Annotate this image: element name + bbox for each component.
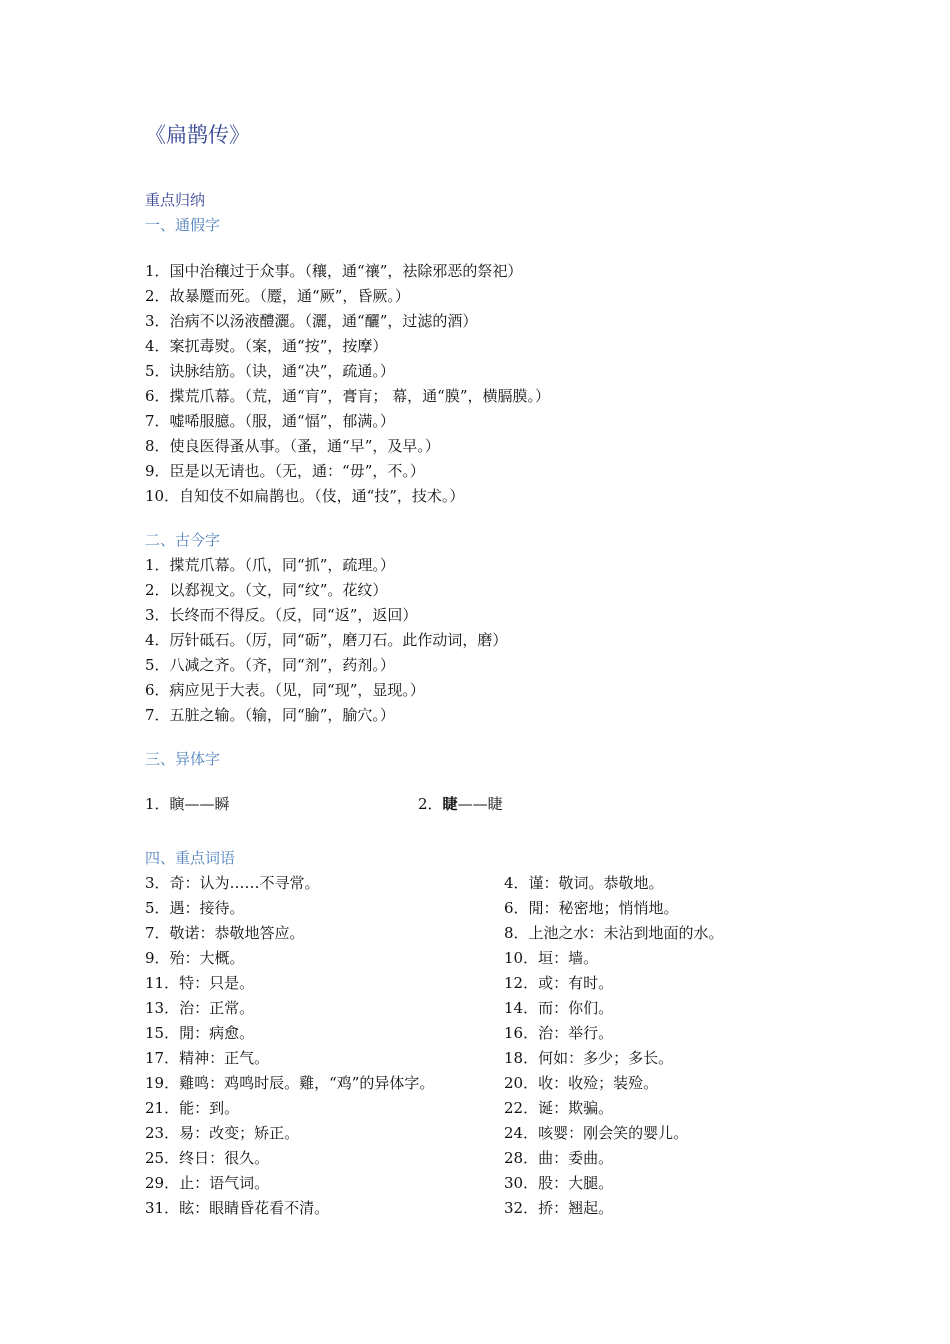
term-left: 19．雞鸣：鸡鸣时辰。雞，“鸡”的异体字。	[145, 1074, 435, 1092]
term-right: 10．垣：墙。	[504, 949, 599, 967]
term-left: 29．止：语气词。	[145, 1174, 270, 1192]
variant-item-2-rest: ——睫	[457, 795, 503, 813]
term-right: 4．谨：敬词。恭敬地。	[504, 874, 664, 892]
tongjiazi-list	[145, 259, 550, 509]
list-item: 6．病应见于大表。（见，同“现”，显现。）	[145, 681, 425, 699]
term-left: 17．精神：正气。	[145, 1049, 270, 1067]
list-item: 9．臣是以无请也。（无，通：“毋”，不。）	[145, 462, 425, 480]
term-right: 18．何如：多少；多长。	[504, 1049, 674, 1067]
term-right: 8．上池之水：未沾到地面的水。	[504, 924, 724, 942]
table-row	[145, 1096, 785, 1121]
key-words-table	[145, 871, 785, 1221]
term-right: 32．挢：翘起。	[504, 1199, 614, 1217]
list-item: 8．使良医得蚤从事。（蚤，通“早”，及早。）	[145, 437, 440, 455]
term-left: 31．眩：眼睛昏花看不清。	[145, 1199, 330, 1217]
term-left: 5．遇：接待。	[145, 899, 245, 917]
table-row	[145, 996, 785, 1021]
variant-item-2-glyph: 睫	[442, 795, 458, 813]
list-item: 6．揲荒爪幕。（荒，通“肓”，膏肓； 幕，通“膜”，横膈膜。）	[145, 387, 550, 405]
table-row	[145, 1146, 785, 1171]
list-item: 7．五脏之输。（输，同“腧”，腧穴。）	[145, 706, 395, 724]
table-row	[145, 921, 785, 946]
list-item: 2．故暴蹷而死。（蹷，通“厥”，昏厥。）	[145, 287, 410, 305]
table-row	[145, 1021, 785, 1046]
term-right: 6．閒：秘密地；悄悄地。	[504, 899, 679, 917]
gujinzi-list	[145, 553, 507, 728]
term-left: 13．治：正常。	[145, 999, 255, 1017]
document-title: 《扁鹊传》	[145, 123, 250, 147]
term-right: 14．而：你们。	[504, 999, 614, 1017]
section-heading-tongjiazi: 一、通假字	[145, 216, 221, 234]
table-row	[145, 871, 785, 896]
table-row	[145, 1171, 785, 1196]
term-left: 25．终日：很久。	[145, 1149, 270, 1167]
list-item: 1．国中治穰过于众事。（穰，通“禳”，祛除邪恶的祭祀）	[145, 262, 523, 280]
table-row	[145, 1046, 785, 1071]
term-right: 12．或：有时。	[504, 974, 614, 992]
variant-item-2	[418, 792, 503, 817]
list-item: 3．长终而不得反。（反，同“返”，返回）	[145, 606, 418, 624]
table-row	[145, 1121, 785, 1146]
section-heading-key-words: 四、重点词语	[145, 849, 236, 867]
term-left: 23．易：改变；矫正。	[145, 1124, 300, 1142]
table-row	[145, 896, 785, 921]
term-right: 28．曲：委曲。	[504, 1149, 614, 1167]
term-left: 21．能：到。	[145, 1099, 240, 1117]
term-right: 24．咳婴：刚会笑的婴儿。	[504, 1124, 689, 1142]
list-item: 7．嘘唏服臆。（服，通“愊”，郁满。）	[145, 412, 395, 430]
list-item: 5．诀脉结筋。（诀，通“决”，疏通。）	[145, 362, 395, 380]
variant-item-1: 1．瞚——瞬	[145, 795, 230, 813]
term-right: 20．收：收殓；装殓。	[504, 1074, 659, 1092]
summary-heading: 重点归纳	[145, 191, 206, 209]
table-row	[145, 971, 785, 996]
list-item: 5．八减之齐。（齐，同“剂”，药剂。）	[145, 656, 395, 674]
list-item: 3．治病不以汤液醴灑。（灑，通“釃”，过滤的酒）	[145, 312, 478, 330]
table-row	[145, 1071, 785, 1096]
list-item: 10．自知伎不如扁鹊也。（伎，通“技”，技术。）	[145, 487, 465, 505]
term-right: 16．治：举行。	[504, 1024, 614, 1042]
term-left: 9．殆：大概。	[145, 949, 245, 967]
term-right: 22．诞：欺骗。	[504, 1099, 614, 1117]
list-item: 4．案扤毒熨。（案，通“按”，按摩）	[145, 337, 388, 355]
term-left: 15．閒：病愈。	[145, 1024, 255, 1042]
table-row	[145, 946, 785, 971]
table-row	[145, 1196, 785, 1221]
section-heading-gujinzi: 二、古今字	[145, 531, 221, 549]
term-right: 30．股：大腿。	[504, 1174, 614, 1192]
section-heading-yitizi: 三、异体字	[145, 750, 221, 768]
list-item: 2．以郄视文。（文，同“纹”。花纹）	[145, 581, 388, 599]
term-left: 7．敬诺：恭敬地答应。	[145, 924, 305, 942]
variant-item-2-number: 2．	[418, 795, 443, 813]
term-left: 3．奇：认为……不寻常。	[145, 874, 320, 892]
list-item: 1．揲荒爪幕。（爪，同“抓”，疏理。）	[145, 556, 395, 574]
list-item: 4．厉针砥石。（厉，同“砺”，磨刀石。此作动词，磨）	[145, 631, 508, 649]
term-left: 11．特：只是。	[145, 974, 255, 992]
